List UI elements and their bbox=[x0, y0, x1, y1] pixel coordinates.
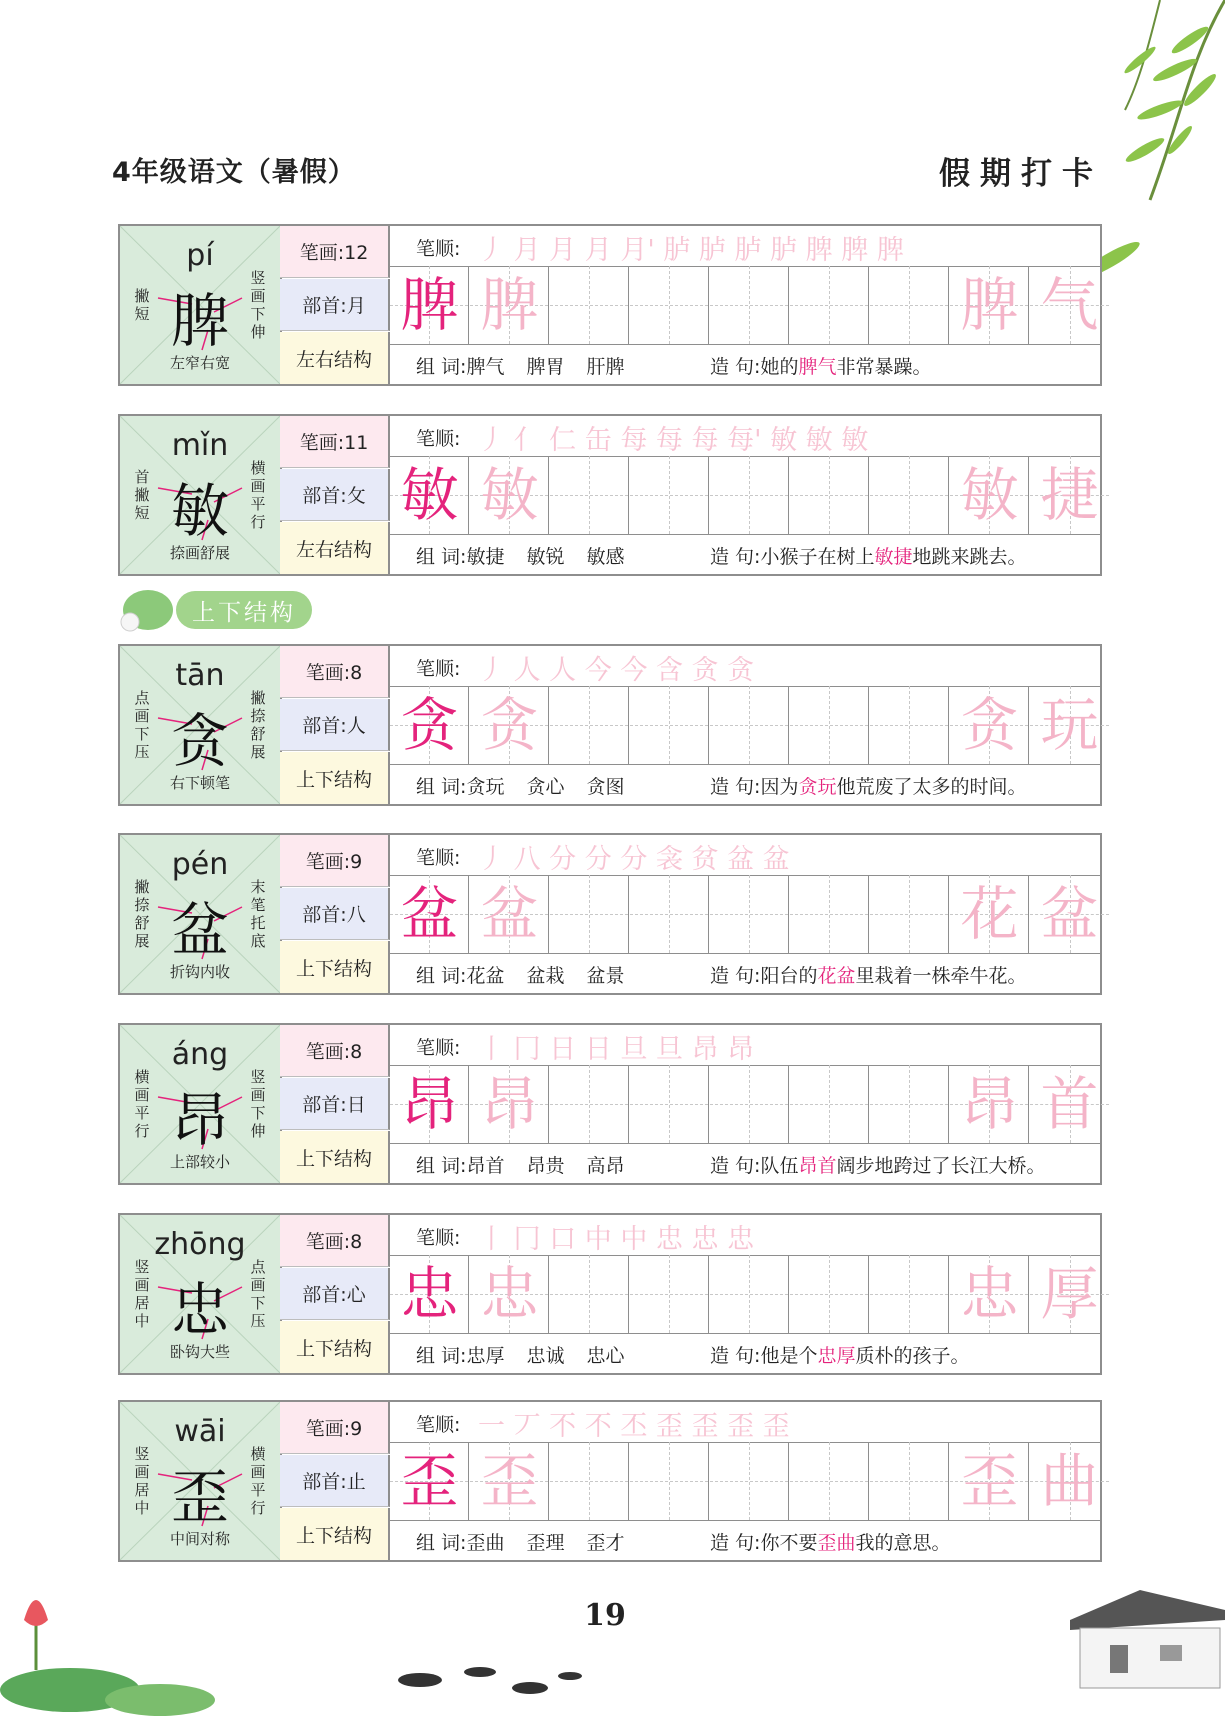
practice-box[interactable] bbox=[550, 1065, 629, 1143]
sentence-after: 地跳来跳去。 bbox=[912, 546, 1027, 568]
practice-box[interactable] bbox=[630, 686, 709, 764]
practice-box[interactable] bbox=[790, 266, 869, 344]
practice-box[interactable] bbox=[710, 875, 789, 953]
practice-box[interactable] bbox=[870, 686, 949, 764]
section-label-shangxia: 上下结构 bbox=[176, 591, 312, 629]
practice-word-char-1: 歪 bbox=[960, 1447, 1019, 1515]
left-writing-tip: 撇 短 bbox=[134, 287, 150, 323]
stroke-order-label: 笔顺: bbox=[416, 1227, 461, 1249]
practice-box[interactable] bbox=[470, 456, 549, 534]
practice-char-model: 忠 bbox=[400, 1260, 459, 1328]
word-3: 高昂 bbox=[586, 1155, 625, 1177]
sentence-after: 里栽着一株牵牛花。 bbox=[855, 965, 1027, 987]
practice-char-trace: 歪 bbox=[480, 1447, 539, 1515]
stroke-count: 笔画:8 bbox=[280, 646, 390, 698]
practice-char-model: 敏 bbox=[400, 461, 459, 529]
practice-box[interactable] bbox=[470, 1442, 549, 1520]
practice-box[interactable] bbox=[630, 875, 709, 953]
example-sentence bbox=[710, 542, 1027, 569]
words-sentence-row bbox=[390, 1520, 1100, 1560]
sentence-label: 造 句: bbox=[710, 776, 761, 798]
bottom-writing-tip: 上部较小 bbox=[169, 1153, 230, 1171]
character-grid-cell bbox=[120, 416, 282, 574]
practice-box[interactable] bbox=[550, 1442, 629, 1520]
sentence-highlight: 脾气 bbox=[798, 356, 837, 378]
main-character: 歪 bbox=[170, 1463, 229, 1531]
words-sentence-row bbox=[390, 1143, 1100, 1183]
stroke-order-sequence: 丿 八 分 分 分 衾 贫 盆 盆 bbox=[478, 844, 790, 875]
practice-box[interactable] bbox=[870, 1255, 949, 1333]
stroke-order-row bbox=[390, 1402, 1100, 1443]
sentence-label: 造 句: bbox=[710, 1155, 761, 1177]
sentence-before: 因为 bbox=[760, 776, 799, 798]
sentence-after: 他荒废了太多的时间。 bbox=[836, 776, 1027, 798]
practice-row bbox=[390, 1065, 1100, 1144]
bottom-writing-tip: 折钩内收 bbox=[169, 963, 230, 981]
practice-word-char-2: 厚 bbox=[1040, 1260, 1099, 1328]
practice-row bbox=[390, 1255, 1100, 1334]
sentence-after: 阔步地跨过了长江大桥。 bbox=[836, 1155, 1046, 1177]
character-grid-cell bbox=[120, 1402, 282, 1560]
practice-word-char-1: 贪 bbox=[960, 691, 1019, 759]
practice-box[interactable] bbox=[630, 266, 709, 344]
practice-box[interactable] bbox=[550, 686, 629, 764]
sentence-highlight: 昂首 bbox=[798, 1155, 837, 1177]
practice-box[interactable] bbox=[790, 1065, 869, 1143]
practice-box[interactable] bbox=[630, 1065, 709, 1143]
structure-type: 左右结构 bbox=[280, 332, 390, 384]
sentence-before: 她的 bbox=[760, 356, 799, 378]
left-writing-tip: 竖 画 居 中 bbox=[134, 1258, 150, 1330]
practice-char-trace: 脾 bbox=[480, 271, 539, 339]
word-2: 脾胃 bbox=[526, 356, 565, 378]
right-writing-tip: 竖 画 下 伸 bbox=[250, 1068, 266, 1140]
practice-box[interactable] bbox=[550, 456, 629, 534]
left-writing-tip: 竖 画 居 中 bbox=[134, 1445, 150, 1517]
stroke-order-sequence: 丨 冂 日 日 旦 旦 昂 昂 bbox=[478, 1034, 755, 1065]
words-sentence-row bbox=[390, 344, 1100, 384]
stroke-order-row bbox=[390, 416, 1100, 457]
sentence-after: 质朴的孩子。 bbox=[855, 1345, 970, 1367]
practice-box[interactable] bbox=[390, 266, 469, 344]
practice-box[interactable] bbox=[470, 1065, 549, 1143]
practice-box[interactable] bbox=[1030, 456, 1109, 534]
left-writing-tip: 首 撇 短 bbox=[134, 468, 150, 522]
practice-box[interactable] bbox=[790, 1442, 869, 1520]
word-3: 敏感 bbox=[586, 546, 625, 568]
practice-row bbox=[390, 266, 1100, 345]
word-1: 昂首 bbox=[466, 1155, 505, 1177]
stroke-order-label: 笔顺: bbox=[416, 1414, 461, 1436]
stroke-count: 笔画:8 bbox=[280, 1025, 390, 1077]
practice-box[interactable] bbox=[550, 875, 629, 953]
practice-box[interactable] bbox=[390, 875, 469, 953]
practice-box[interactable] bbox=[870, 875, 949, 953]
practice-box[interactable] bbox=[870, 1442, 949, 1520]
right-writing-tip: 撇 捺 舒 展 bbox=[250, 689, 266, 761]
example-sentence bbox=[710, 1528, 951, 1555]
practice-box[interactable] bbox=[790, 875, 869, 953]
pinyin: wāi bbox=[174, 1414, 226, 1449]
stroke-order-row bbox=[390, 1215, 1100, 1256]
practice-box[interactable] bbox=[390, 686, 469, 764]
practice-word-char-1: 忠 bbox=[960, 1260, 1019, 1328]
main-character: 贪 bbox=[170, 707, 229, 775]
main-character: 敏 bbox=[170, 477, 229, 545]
character-grid-cell bbox=[120, 1215, 282, 1373]
fish-decoration bbox=[390, 1650, 590, 1710]
practice-box[interactable] bbox=[710, 1255, 789, 1333]
practice-box[interactable] bbox=[470, 875, 549, 953]
left-writing-tip: 点 画 下 压 bbox=[134, 689, 150, 761]
word-2: 敏锐 bbox=[526, 546, 565, 568]
practice-box[interactable] bbox=[470, 1255, 549, 1333]
practice-box[interactable] bbox=[790, 686, 869, 764]
word-3: 盆景 bbox=[586, 965, 625, 987]
practice-word-char-1: 脾 bbox=[960, 271, 1019, 339]
word-group-label: 组 词: bbox=[416, 546, 467, 568]
practice-char-model: 盆 bbox=[400, 880, 459, 948]
sentence-before: 你不要 bbox=[760, 1532, 818, 1554]
radical: 部首:八 bbox=[280, 888, 390, 940]
structure-type: 上下结构 bbox=[280, 1508, 390, 1560]
word-group bbox=[416, 1341, 647, 1368]
main-character: 忠 bbox=[170, 1276, 229, 1344]
practice-box[interactable] bbox=[790, 1255, 869, 1333]
practice-box[interactable] bbox=[390, 1065, 469, 1143]
stroke-count: 笔画:9 bbox=[280, 1402, 390, 1454]
word-1: 敏捷 bbox=[466, 546, 505, 568]
radical: 部首:月 bbox=[280, 279, 390, 331]
sentence-label: 造 句: bbox=[710, 1532, 761, 1554]
structure-type: 上下结构 bbox=[280, 1321, 390, 1373]
practice-box[interactable] bbox=[710, 266, 789, 344]
example-sentence bbox=[710, 1151, 1046, 1178]
practice-box[interactable] bbox=[950, 1442, 1029, 1520]
stroke-order-sequence: 丨 冂 口 中 中 忠 忠 忠 bbox=[478, 1224, 755, 1255]
sentence-before: 队伍 bbox=[760, 1155, 799, 1177]
practice-box[interactable] bbox=[870, 1065, 949, 1143]
word-2: 忠诚 bbox=[526, 1345, 565, 1367]
right-writing-tip: 横 画 平 行 bbox=[250, 459, 266, 531]
practice-char-trace: 昂 bbox=[480, 1070, 539, 1138]
sentence-highlight: 歪曲 bbox=[817, 1532, 856, 1554]
bottom-writing-tip: 右下顿笔 bbox=[169, 774, 230, 792]
stroke-count: 笔画:12 bbox=[280, 226, 390, 278]
word-1: 忠厚 bbox=[466, 1345, 505, 1367]
word-group bbox=[416, 1528, 647, 1555]
sentence-label: 造 句: bbox=[710, 1345, 761, 1367]
bottom-writing-tip: 捺画舒展 bbox=[169, 544, 230, 562]
character-grid-cell bbox=[120, 646, 282, 804]
pinyin: pí bbox=[186, 238, 214, 273]
character-grid-cell bbox=[120, 835, 282, 993]
practice-box[interactable] bbox=[870, 266, 949, 344]
practice-box[interactable] bbox=[390, 1255, 469, 1333]
pinyin: áng bbox=[171, 1037, 229, 1072]
word-group bbox=[416, 961, 647, 988]
example-sentence bbox=[710, 961, 1027, 988]
word-2: 贪心 bbox=[526, 776, 565, 798]
word-1: 脾气 bbox=[466, 356, 505, 378]
word-3: 贪图 bbox=[586, 776, 625, 798]
example-sentence bbox=[710, 1341, 970, 1368]
radical: 部首:心 bbox=[280, 1268, 390, 1320]
word-group bbox=[416, 1151, 647, 1178]
word-group-label: 组 词: bbox=[416, 1345, 467, 1367]
practice-word-char-1: 花 bbox=[960, 880, 1019, 948]
words-sentence-row bbox=[390, 953, 1100, 993]
words-sentence-row bbox=[390, 764, 1100, 804]
word-group-label: 组 词: bbox=[416, 965, 467, 987]
structure-type: 上下结构 bbox=[280, 941, 390, 993]
practice-char-model: 昂 bbox=[400, 1070, 459, 1138]
word-group bbox=[416, 352, 647, 379]
bottom-writing-tip: 中间对称 bbox=[169, 1530, 230, 1548]
main-character: 盆 bbox=[170, 896, 229, 964]
pinyin: zhōng bbox=[154, 1227, 246, 1262]
word-3: 歪才 bbox=[586, 1532, 625, 1554]
pinyin: mǐn bbox=[171, 428, 229, 463]
right-writing-tip: 点 画 下 压 bbox=[250, 1258, 266, 1330]
practice-box[interactable] bbox=[950, 1255, 1029, 1333]
page-header-title: 4年级语文（暑假） bbox=[112, 157, 356, 188]
stroke-order-sequence: 一 丆 不 不 丕 歪 歪 歪 歪 bbox=[478, 1411, 790, 1442]
word-group-label: 组 词: bbox=[416, 356, 467, 378]
practice-word-char-2: 捷 bbox=[1040, 461, 1099, 529]
character-card-pén bbox=[118, 833, 1102, 995]
practice-char-model: 贪 bbox=[400, 691, 459, 759]
word-2: 昂贵 bbox=[526, 1155, 565, 1177]
lotus-decoration bbox=[0, 1580, 230, 1718]
bottom-writing-tip: 卧钩大些 bbox=[169, 1343, 230, 1361]
practice-box[interactable] bbox=[470, 266, 549, 344]
practice-box[interactable] bbox=[1030, 686, 1109, 764]
practice-char-trace: 贪 bbox=[480, 691, 539, 759]
word-1: 贪玩 bbox=[466, 776, 505, 798]
practice-word-char-2: 气 bbox=[1040, 271, 1099, 339]
page-header-right-title: 假期打卡 bbox=[939, 156, 1103, 192]
practice-box[interactable] bbox=[1030, 1065, 1109, 1143]
practice-word-char-2: 曲 bbox=[1040, 1447, 1099, 1515]
practice-box[interactable] bbox=[1030, 1442, 1109, 1520]
practice-box[interactable] bbox=[550, 1255, 629, 1333]
practice-box[interactable] bbox=[790, 456, 869, 534]
character-card-pí bbox=[118, 224, 1102, 386]
left-writing-tip: 横 画 平 行 bbox=[134, 1068, 150, 1140]
right-writing-tip: 末 笔 托 底 bbox=[250, 878, 266, 950]
practice-box[interactable] bbox=[950, 266, 1029, 344]
stroke-order-sequence: 丿 人 人 今 今 含 贪 贪 bbox=[478, 655, 755, 686]
word-1: 花盆 bbox=[466, 965, 505, 987]
word-group-label: 组 词: bbox=[416, 1532, 467, 1554]
practice-box[interactable] bbox=[870, 456, 949, 534]
stroke-order-label: 笔顺: bbox=[416, 1037, 461, 1059]
example-sentence bbox=[710, 352, 932, 379]
pinyin: tān bbox=[175, 658, 225, 693]
practice-box[interactable] bbox=[950, 875, 1029, 953]
stroke-order-row bbox=[390, 835, 1100, 876]
practice-word-char-2: 玩 bbox=[1040, 691, 1099, 759]
words-sentence-row bbox=[390, 1333, 1100, 1373]
practice-char-trace: 敏 bbox=[480, 461, 539, 529]
character-card-mǐn bbox=[118, 414, 1102, 576]
stroke-order-row bbox=[390, 1025, 1100, 1066]
stroke-order-sequence: 丿 月 月 月 月' 胪 胪 胪 胪 脾 脾 脾 bbox=[478, 235, 904, 266]
page-number: 19 bbox=[584, 1598, 626, 1633]
radical: 部首:人 bbox=[280, 699, 390, 751]
stroke-order-label: 笔顺: bbox=[416, 428, 461, 450]
sentence-after: 非常暴躁。 bbox=[836, 356, 932, 378]
practice-box[interactable] bbox=[950, 456, 1029, 534]
word-1: 歪曲 bbox=[466, 1532, 505, 1554]
practice-char-model: 脾 bbox=[400, 271, 459, 339]
character-card-zhōng bbox=[118, 1213, 1102, 1375]
practice-box[interactable] bbox=[630, 456, 709, 534]
practice-box[interactable] bbox=[1030, 1255, 1109, 1333]
practice-word-char-2: 盆 bbox=[1040, 880, 1099, 948]
stroke-order-label: 笔顺: bbox=[416, 658, 461, 680]
sentence-before: 小猴子在树上 bbox=[760, 546, 875, 568]
sentence-highlight: 忠厚 bbox=[817, 1345, 856, 1367]
practice-box[interactable] bbox=[710, 686, 789, 764]
practice-char-trace: 忠 bbox=[480, 1260, 539, 1328]
character-card-wāi bbox=[118, 1400, 1102, 1562]
stroke-count: 笔画:8 bbox=[280, 1215, 390, 1267]
radical: 部首:攵 bbox=[280, 469, 390, 521]
structure-type: 上下结构 bbox=[280, 1131, 390, 1183]
word-group-label: 组 词: bbox=[416, 1155, 467, 1177]
main-character: 脾 bbox=[170, 287, 229, 355]
word-group bbox=[416, 542, 647, 569]
practice-box[interactable] bbox=[1030, 266, 1109, 344]
practice-row bbox=[390, 1442, 1100, 1521]
character-card-áng bbox=[118, 1023, 1102, 1185]
stroke-order-row bbox=[390, 226, 1100, 267]
stroke-order-label: 笔顺: bbox=[416, 238, 461, 260]
right-writing-tip: 横 画 平 行 bbox=[250, 1445, 266, 1517]
radical: 部首:日 bbox=[280, 1078, 390, 1130]
stroke-order-label: 笔顺: bbox=[416, 847, 461, 869]
word-3: 肝脾 bbox=[586, 356, 625, 378]
practice-box[interactable] bbox=[710, 456, 789, 534]
sentence-before: 他是个 bbox=[760, 1345, 818, 1367]
sentence-after: 我的意思。 bbox=[855, 1532, 951, 1554]
word-2: 歪理 bbox=[526, 1532, 565, 1554]
words-sentence-row bbox=[390, 534, 1100, 574]
practice-box[interactable] bbox=[390, 456, 469, 534]
practice-box[interactable] bbox=[710, 1442, 789, 1520]
stroke-order-row bbox=[390, 646, 1100, 687]
practice-box[interactable] bbox=[630, 1442, 709, 1520]
sentence-highlight: 贪玩 bbox=[798, 776, 837, 798]
stroke-order-sequence: 丿 ⺅ 仁 缶 每 每 每 每' 敏 敏 敏 bbox=[478, 425, 869, 456]
practice-box[interactable] bbox=[550, 266, 629, 344]
structure-type: 左右结构 bbox=[280, 522, 390, 574]
practice-box[interactable] bbox=[950, 686, 1029, 764]
word-group bbox=[416, 772, 647, 799]
word-group-label: 组 词: bbox=[416, 776, 467, 798]
sentence-label: 造 句: bbox=[710, 356, 761, 378]
sentence-highlight: 花盆 bbox=[817, 965, 856, 987]
practice-box[interactable] bbox=[390, 1442, 469, 1520]
practice-word-char-1: 昂 bbox=[960, 1070, 1019, 1138]
practice-row bbox=[390, 875, 1100, 954]
character-grid-cell bbox=[120, 226, 282, 384]
main-character: 昂 bbox=[170, 1086, 229, 1154]
radical: 部首:止 bbox=[280, 1455, 390, 1507]
practice-row bbox=[390, 686, 1100, 765]
stroke-count: 笔画:11 bbox=[280, 416, 390, 468]
word-2: 盆栽 bbox=[526, 965, 565, 987]
character-grid-cell bbox=[120, 1025, 282, 1183]
structure-type: 上下结构 bbox=[280, 752, 390, 804]
practice-box[interactable] bbox=[950, 1065, 1029, 1143]
sentence-before: 阳台的 bbox=[760, 965, 818, 987]
practice-box[interactable] bbox=[470, 686, 549, 764]
practice-box[interactable] bbox=[710, 1065, 789, 1143]
pinyin: pén bbox=[171, 847, 229, 882]
left-writing-tip: 撇 捺 舒 展 bbox=[134, 878, 150, 950]
sentence-highlight: 敏捷 bbox=[874, 546, 913, 568]
practice-box[interactable] bbox=[630, 1255, 709, 1333]
practice-char-model: 歪 bbox=[400, 1447, 459, 1515]
stroke-count: 笔画:9 bbox=[280, 835, 390, 887]
practice-char-trace: 盆 bbox=[480, 880, 539, 948]
practice-row bbox=[390, 456, 1100, 535]
bottom-writing-tip: 左窄右宽 bbox=[169, 354, 230, 372]
practice-word-char-1: 敏 bbox=[960, 461, 1019, 529]
practice-word-char-2: 首 bbox=[1040, 1070, 1099, 1138]
sentence-label: 造 句: bbox=[710, 546, 761, 568]
word-3: 忠心 bbox=[586, 1345, 625, 1367]
leaf-pad-icon bbox=[118, 584, 174, 634]
sentence-label: 造 句: bbox=[710, 965, 761, 987]
right-writing-tip: 竖 画 下 伸 bbox=[250, 269, 266, 341]
practice-box[interactable] bbox=[1030, 875, 1109, 953]
house-decoration bbox=[1050, 1550, 1225, 1718]
character-card-tān bbox=[118, 644, 1102, 806]
example-sentence bbox=[710, 772, 1027, 799]
